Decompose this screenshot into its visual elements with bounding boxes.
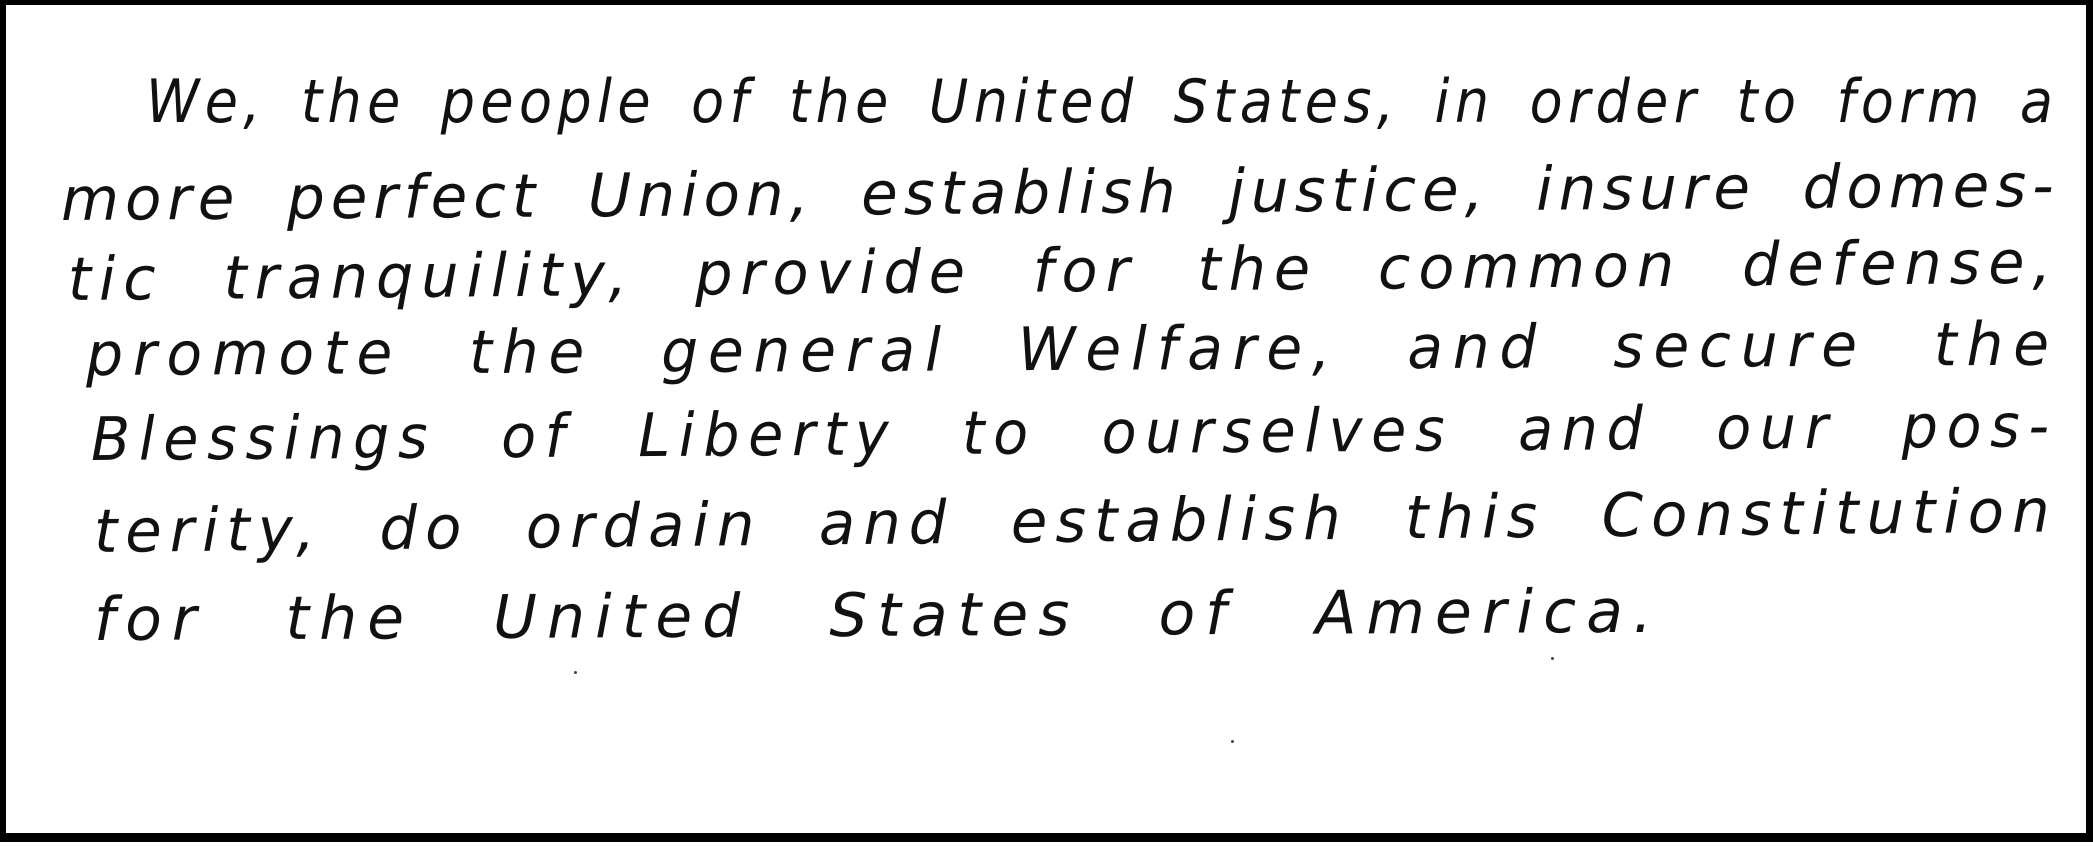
- preamble-line-3: tic tranquility, provide for the common defense,: [67, 227, 2060, 315]
- preamble-line-2: more perfect Union, establish justice, insure domes-: [60, 151, 2060, 235]
- preamble-line-7: for the United States of America.: [93, 576, 1663, 655]
- paper-speck: [1231, 740, 1234, 743]
- preamble-line-1: We, the people of the United States, in order to form a: [146, 67, 2059, 137]
- handwritten-preamble: [6, 5, 2093, 847]
- preamble-line-6: terity, do ordain and establish this Constitution: [93, 476, 2058, 567]
- paper-speck: [574, 671, 577, 674]
- preamble-line-5: Blessings of Liberty to ourselves and our pos-: [90, 391, 2058, 475]
- paper-speck: [1551, 657, 1554, 660]
- preamble-line-4: promote the general Welfare, and secure the: [85, 309, 2059, 390]
